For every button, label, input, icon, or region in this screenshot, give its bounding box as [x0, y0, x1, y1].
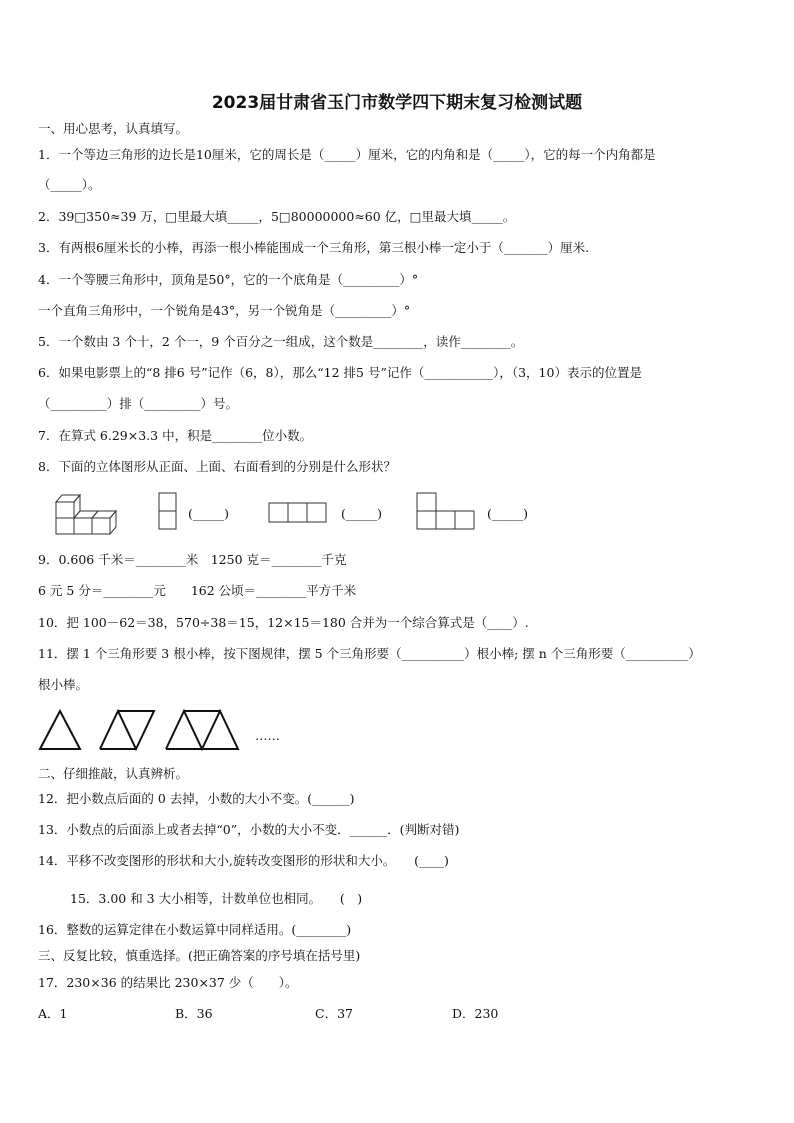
question-1-line-1: 1．一个等边三角形的边长是10厘米，它的周长是（_____）厘米，它的内角和是（_____），它的每一个内角都是	[38, 147, 656, 162]
triangle-pattern-2	[98, 709, 160, 751]
view-two-squares-vertical	[158, 492, 178, 532]
section-3-heading: 三、反复比较，慎重选择。(把正确答案的序号填在括号里)	[38, 948, 361, 963]
question-15: 15．3.00 和 3 大小相等，计数单位也相同。 ( )	[70, 891, 363, 906]
question-11-line-2: 根小棒。	[38, 677, 89, 692]
section-1-heading: 一、用心思考，认真填写。	[38, 121, 189, 136]
view-l-shape	[416, 492, 476, 532]
view-three-squares-row	[268, 502, 328, 524]
question-7: 7．在算式 6.29×3.3 中，积是________位小数。	[38, 428, 313, 443]
question-3: 3．有两根6厘米长的小棒，再添一根小棒能围成一个三角形，第三根小棒一定小于（_______）厘米.	[38, 240, 590, 255]
q17-option-b: B．36	[175, 1006, 213, 1021]
q17-option-a: A．1	[38, 1006, 68, 1021]
question-8: 8．下面的立体图形从正面、上面、右面看到的分别是什么形状？	[38, 459, 396, 474]
question-6-line-2: （_________）排（_________）号。	[38, 396, 239, 411]
question-10: 10．把 100－62＝38，570÷38＝15，12×15＝180 合并为一个综合算式是（____）.	[38, 615, 529, 630]
section-2-heading: 二、仔细推敲，认真辨析。	[38, 766, 189, 781]
question-6-line-1: 6．如果电影票上的“8 排6 号”记作（6，8），那么“12 排5 号”记作（___________），（3，10）表示的位置是	[38, 365, 642, 380]
q17-option-c: C．37	[315, 1006, 353, 1021]
solid-figure	[52, 490, 124, 536]
question-14: 14．平移不改变图形的形状和大小,旋转改变图形的形状和大小。 (____)	[38, 853, 449, 868]
q17-option-d: D．230	[452, 1006, 499, 1021]
question-2: 2．39□350≈39 万，□里最大填_____，5□80000000≈60 亿，□里最大填_____。	[38, 209, 516, 224]
q8-blank-1: (_____)	[188, 506, 230, 521]
question-16: 16．整数的运算定律在小数运算中同样适用。(________)	[38, 922, 352, 937]
question-9-line-2: 6 元 5 分＝________元 162 公顷＝________平方千米	[38, 583, 357, 598]
question-11-line-1: 11．摆 1 个三角形要 3 根小棒，按下图规律，摆 5 个三角形要（__________）根小棒; 摆 n 个三角形要（__________）	[38, 646, 701, 661]
question-5: 5．一个数由 3 个十，2 个一，9 个百分之一组成，这个数是________，读作________。	[38, 334, 524, 349]
triangle-pattern-3	[164, 709, 248, 751]
q8-blank-2: (_____)	[341, 506, 383, 521]
pattern-ellipsis: ……	[255, 728, 280, 743]
question-4-line-1: 4．一个等腰三角形中，顶角是50°，它的一个底角是（_________）°	[38, 272, 419, 287]
question-9-line-1: 9．0.606 千米＝________米 1250 克＝________千克	[38, 552, 347, 567]
question-12: 12．把小数点后面的 0 去掉，小数的大小不变。(______)	[38, 791, 355, 806]
question-4-line-2: 一个直角三角形中，一个锐角是43°，另一个锐角是（_________）°	[38, 303, 411, 318]
question-17: 17．230×36 的结果比 230×37 少（ ）。	[38, 975, 298, 990]
question-13: 13．小数点的后面添上或者去掉“0”，小数的大小不变．______．(判断对错)	[38, 822, 460, 837]
page-title: 2023届甘肃省玉门市数学四下期末复习检测试题	[211, 93, 583, 113]
q8-blank-3: (_____)	[487, 506, 529, 521]
question-1-line-2: （_____）。	[38, 177, 101, 192]
triangle-pattern-1	[38, 709, 82, 751]
